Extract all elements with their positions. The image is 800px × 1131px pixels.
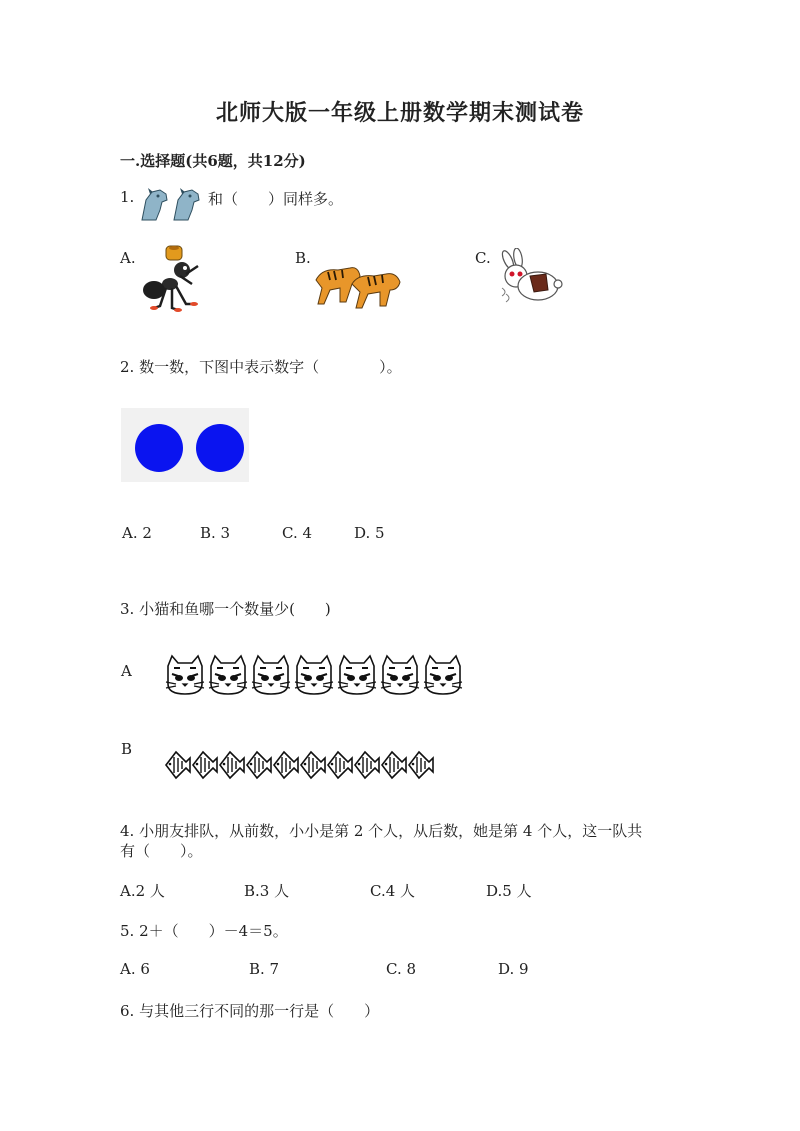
fish-icon bbox=[193, 752, 217, 778]
fish-icon bbox=[409, 752, 433, 778]
blue-circle bbox=[135, 424, 183, 472]
fish-icon bbox=[328, 752, 352, 778]
q2-option-c: C. 4 bbox=[282, 524, 313, 542]
fish-row bbox=[164, 748, 439, 782]
question-1-text: 和（ ）同样多。 bbox=[208, 190, 344, 208]
fish-icon bbox=[382, 752, 406, 778]
row-b-label: B bbox=[121, 740, 133, 758]
q5-option-c: C. 8 bbox=[386, 960, 417, 978]
option-b-label: B. bbox=[295, 249, 311, 267]
question-4-line2: 有（ ）。 bbox=[120, 842, 203, 860]
blue-circle bbox=[196, 424, 244, 472]
question-4-line1: 4. 小朋友排队，从前数，小小是第 2 个人，从后数，她是第 4 个人，这一队共 bbox=[120, 822, 643, 840]
q4-option-c: C.4 人 bbox=[370, 882, 416, 900]
fish-icon bbox=[274, 752, 298, 778]
q4-option-d: D.5 人 bbox=[486, 882, 532, 900]
fish-icon bbox=[355, 752, 379, 778]
ant-icon bbox=[140, 244, 206, 314]
horse-icon bbox=[136, 186, 206, 226]
question-5-text: 5. 2＋（ ）－4＝5。 bbox=[120, 922, 288, 940]
row-a-label: A bbox=[121, 662, 132, 680]
cat-icon bbox=[424, 656, 462, 694]
question-1-number: 1. bbox=[120, 188, 135, 206]
cat-icon bbox=[166, 656, 204, 694]
q5-option-b: B. 7 bbox=[249, 960, 280, 978]
cat-icon bbox=[338, 656, 376, 694]
q4-option-a: A.2 人 bbox=[120, 882, 165, 900]
cat-icon bbox=[252, 656, 290, 694]
question-6-text: 6. 与其他三行不同的那一行是（ ） bbox=[120, 1002, 380, 1020]
section-heading: 一.选择题(共6题，共12分) bbox=[120, 152, 306, 170]
rabbit-icon bbox=[494, 248, 566, 308]
question-2-text: 2. 数一数，下图中表示数字（ ）。 bbox=[120, 358, 402, 376]
q2-option-b: B. 3 bbox=[200, 524, 231, 542]
fish-icon bbox=[166, 752, 190, 778]
tiger-icon bbox=[312, 250, 404, 310]
fish-icon bbox=[247, 752, 271, 778]
option-a-label: A. bbox=[120, 249, 136, 267]
cat-icon bbox=[295, 656, 333, 694]
q2-option-d: D. 5 bbox=[354, 524, 385, 542]
option-c-label: C. bbox=[475, 249, 491, 267]
cat-icon bbox=[381, 656, 419, 694]
q5-option-d: D. 9 bbox=[498, 960, 529, 978]
fish-icon bbox=[301, 752, 325, 778]
fish-icon bbox=[220, 752, 244, 778]
question-3-text: 3. 小猫和鱼哪一个数量少( ) bbox=[120, 600, 331, 618]
q2-option-a: A. 2 bbox=[122, 524, 152, 542]
cat-icon bbox=[209, 656, 247, 694]
q5-option-a: A. 6 bbox=[120, 960, 150, 978]
circles-figure bbox=[121, 408, 249, 482]
q4-option-b: B.3 人 bbox=[244, 882, 290, 900]
cat-row bbox=[164, 654, 469, 698]
page-title: 北师大版一年级上册数学期末测试卷 bbox=[215, 100, 584, 126]
